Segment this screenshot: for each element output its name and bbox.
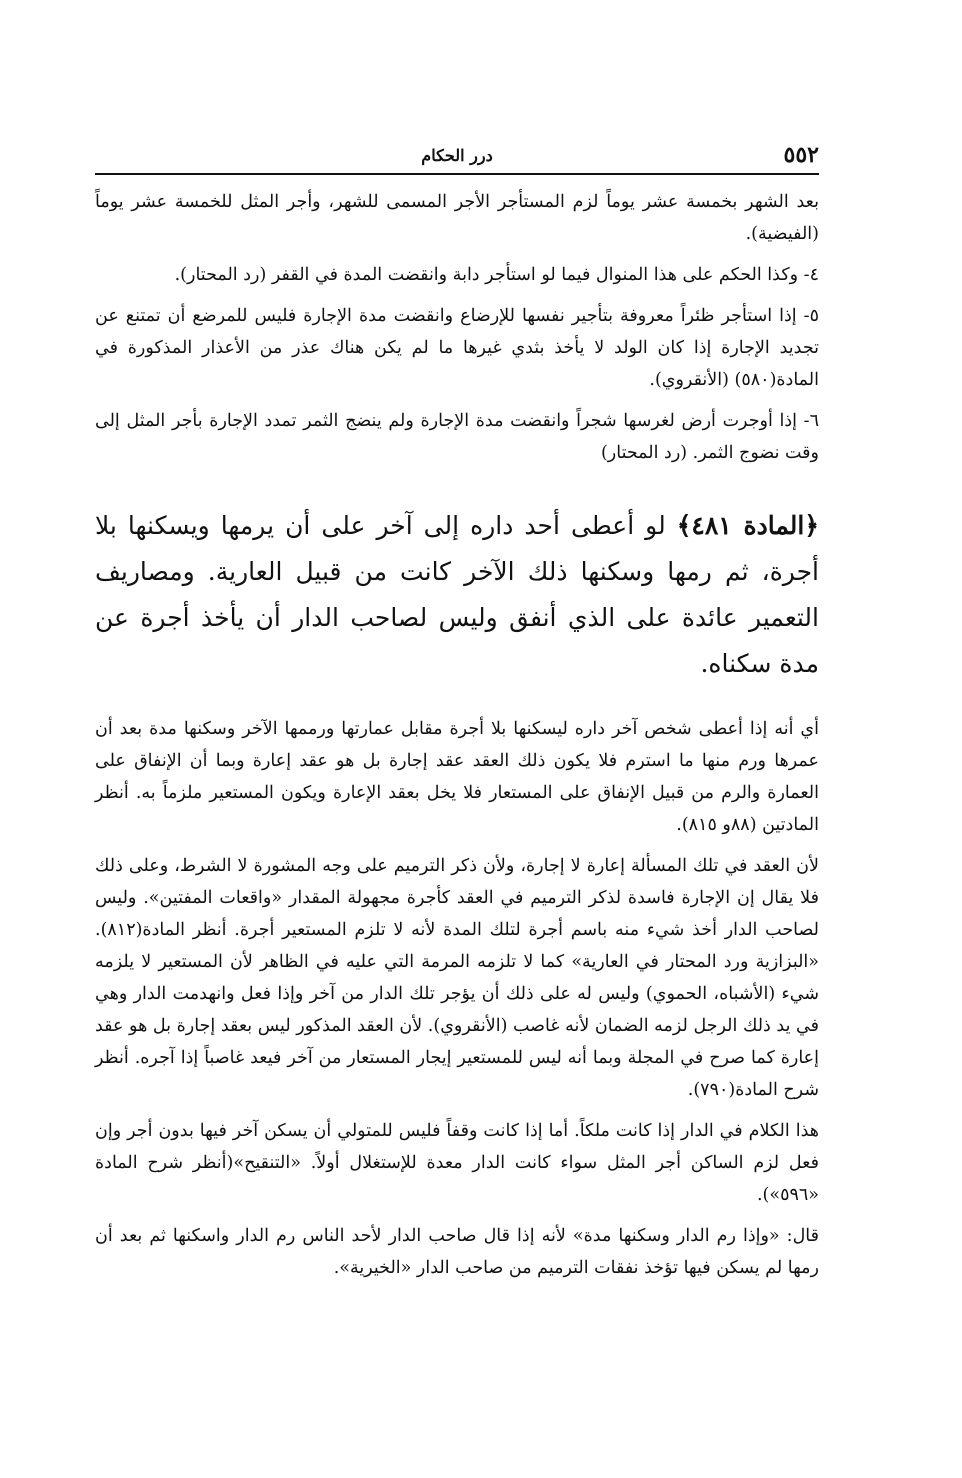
article-481	[95, 503, 819, 687]
paragraph-continuation: بعد الشهر بخمسة عشر يوماً لزم المستأجر الأجر المسمى للشهر، وأجر المثل للخمسة عشر يوماً (الفيضية).	[95, 192, 819, 244]
page-number: ٥٥٢	[783, 142, 819, 168]
commentary-paragraph-1: أي أنه إذا أعطى شخص آخر داره ليسكنها بلا أجرة مقابل عمارتها ورممها الآخر وسكنها مدة بعد أن عمرها ورم منها ما استرم فلا يكون ذلك العقد عقد إجارة بل هو عقد إعارة وبما أن الإنفاق على العمارة والرم من قبيل الإنفاق على المستعار فلا يخل بعقد الإعارة ويكون المستعير ملزماً به. أنظر المادتين (٨٨و ٨١٥).	[95, 719, 819, 835]
commentary-paragraph-3: هذا الكلام في الدار إذا كانت ملكاً. أما إذا كانت وقفاً فليس للمتولي أن يسكن آخر فيها بدون أجر وإن فعل لزم الساكن أجر المثل سواء كانت الدار معدة للإستغلال أولاً. «التنقيح»(أنظر شرح المادة «٥٩٦»).	[95, 1121, 819, 1205]
page-header	[95, 140, 819, 174]
paragraph-item-6: ٦- إذا أوجرت أرض لغرسها شجراً وانقضت مدة الإجارة ولم ينضج الثمر تمدد الإجارة بأجر المثل إلى وقت نضوج الثمر. (رد المحتار)	[95, 411, 819, 463]
paragraph-item-5: ٥- إذا استأجر ظئراً معروفة بتأجير نفسها للإرضاع وانقضت مدة الإجارة فليس للمرضع أن تمتنع عن تجديد الإجارة إذا كان الولد لا يأخذ بثدي غيرها ما لم يكن هناك عذر من الأعذار المذكورة في المادة(٥٨٠) (الأنقروي).	[95, 306, 819, 390]
article-text: لو أعطى أحد داره إلى آخر على أن يرمها ويسكنها بلا أجرة، ثم رمها وسكنها ذلك الآخر كانت من قبيل العارية. ومصاريف التعمير عائدة على الذي أنفق وليس لصاحب الدار أن يأخذ أجرة عن مدة سكناه.	[95, 511, 819, 678]
page-body	[95, 186, 819, 1293]
commentary-paragraph-4: قال: «وإذا رم الدار وسكنها مدة» لأنه إذا قال صاحب الدار لأحد الناس رم الدار واسكنها ثم بعد أن رمها لم يسكن فيها تؤخذ نفقات الترميم من صاحب الدار «الخيرية».	[95, 1226, 819, 1278]
commentary-paragraph-2: لأن العقد في تلك المسألة إعارة لا إجارة، ولأن ذكر الترميم على وجه المشورة لا الشرط، وعلى ذلك فلا يقال إن الإجارة فاسدة لذكر الترميم في العقد كأجرة مجهولة المقدار «واقعات المفتين». وليس لصاحب الدار أخذ شيء منه باسم أجرة لتلك المدة لأنه لا تلزم المستعير أجرة. أنظر المادة(٨١٢). «البزازية ورد المحتار في العارية» كما لا تلزمه المرمة التي عليه في الظاهر لأن المستعير لا يلزمه شيء (الأشباه، الحموي) وليس له على ذلك أن يؤجر تلك الدار من آخر وإذا فعل وانهدمت الدار وهي في يد ذلك الرجل لزمه الضمان لأنه غاصب (الأنقروي). لأن العقد المذكور ليس بعقد إجارة بل هو عقد إعارة كما صرح في المجلة وبما أنه ليس للمستعير إيجار المستعار من آخر فيعد غاصباً إذا آجره. أنظر شرح المادة(٧٩٠).	[95, 856, 819, 1100]
paragraph-item-4: ٤- وكذا الحكم على هذا المنوال فيما لو استأجر دابة وانقضت المدة في القفر (رد المحتار).	[174, 265, 819, 285]
article-title: ﴿المادة ٤٨١﴾	[676, 511, 820, 540]
running-title: درر الحكام	[421, 146, 493, 165]
header-divider	[95, 173, 819, 175]
